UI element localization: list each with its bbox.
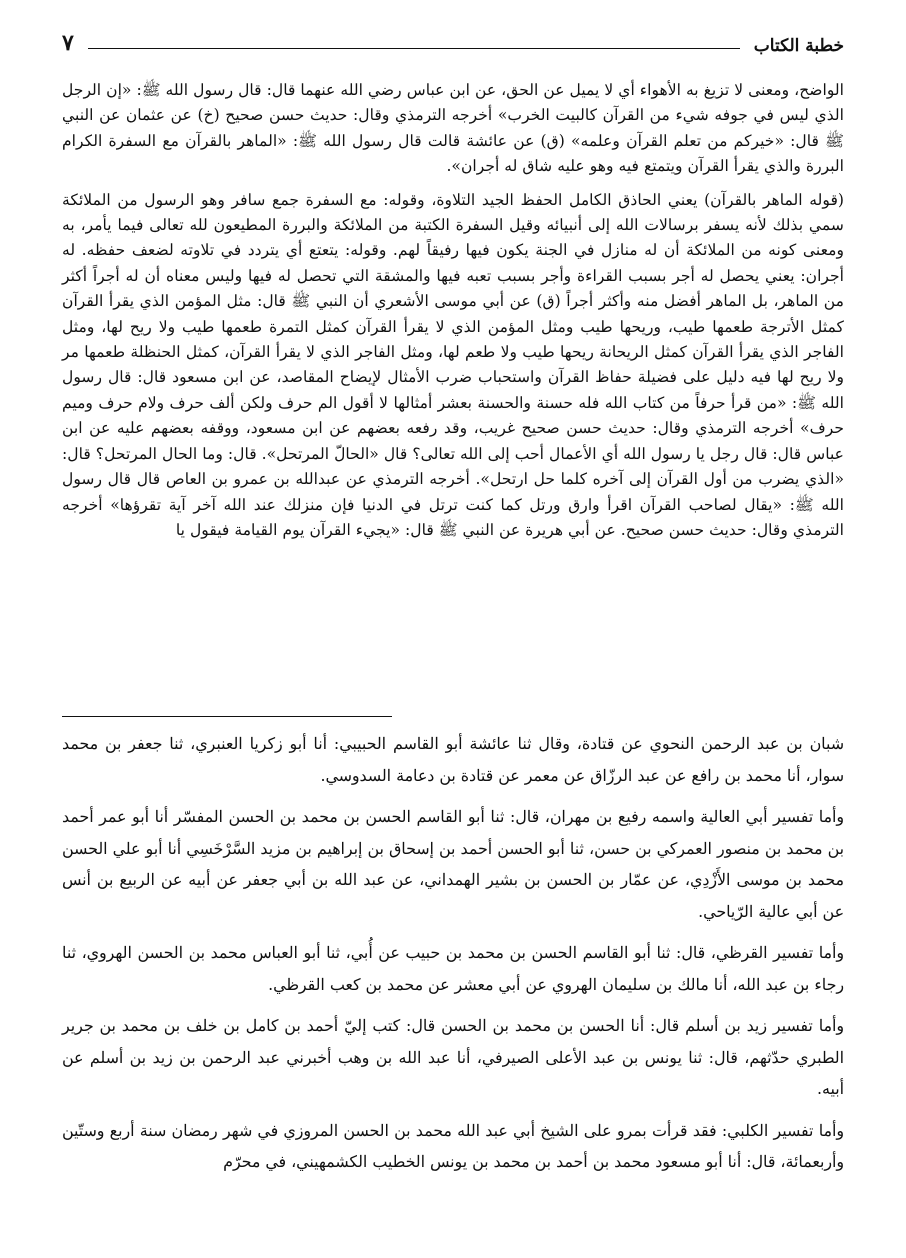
chapter-title: خطبة الكتاب [753,36,844,56]
footnotes [62,728,844,1178]
page-header [62,26,844,56]
main-text [62,78,844,551]
footnote-paragraph: وأما تفسير الكلبي: فقد قرأت بمرو على الشيخ أبي عبد الله محمد بن الحسن المروزي في شهر رمضان سنة أربع وستّين وأربعمائة، قال: أنا أبو مسعود محمد بن أحمد بن محمد بن يونس الخطيب الكشمهيني، في محرّم [62,1120,844,1171]
footnote-paragraph: وأما تفسير القرظي، قال: ثنا أبو القاسم الحسن بن محمد بن حبيب عن أُبي، ثنا أبو العباس محمد بن الحسن الهروي، ثنا رجاء بن عبد الله، أنا مالك بن سليمان الهروي عن أبي معشر عن محمد بن كعب القرظي. [62,943,844,994]
footnote-paragraph: وأما تفسير زيد بن أسلم قال: أنا الحسن بن محمد بن الحسن قال: كتب إليّ أحمد بن كامل بن خلف بن محمد بن جرير الطبري حدّثهم، قال: ثنا يونس بن عبد الأعلى الصيرفي، أنا عبد الله بن وهب أخبرني عبد الرحمن بن زيد بن أسلم عن أبيه. [62,1016,844,1098]
page-number: ٧ [62,30,74,56]
footnote-paragraph: وأما تفسير أبي العالية واسمه رفيع بن مهران، قال: ثنا أبو القاسم الحسن بن محمد بن الحسن المفسّر أنا أبو عمر أحمد بن محمد بن منصور العمركي بن حسن، ثنا أبو الحسن أحمد بن إسحاق بن إبراهيم بن مزيد السَّرْخَسِي أنا أبو علي الحسن محمد بن موسى الأَزْدِي، عن عمّار بن الحسن بن بشير الهمداني، عن عبد الله بن أبي جعفر عن أبيه عن الربيع بن أنس عن أبي عالية الرّياحي. [62,807,844,921]
main-paragraph: (قوله الماهر بالقرآن) يعني الحاذق الكامل الحفظ الجيد التلاوة، وقوله: مع السفرة جمع سافر وهو الرسول من الملائكة سمي بذلك لأنه يسفر برسالات الله إلى أنبيائه وقيل السفرة الكتبة من الملائكة والبررة المطيعون لله تعالى فيما يأمر، به ومعنى كونه من الملائكة أن له منازل في الجنة يكون فيها رفيقاً لهم. وقوله: يتعتع أي يتردد في تلاوته لضعف حفظه. له أجران: يعني يحصل له أجر بسبب القراءة وأجر بسبب تعبه فيها والمشقة التي تحصل له فيها وليس معناه أن له أجراً أكثر من الماهر، بل الماهر أفضل منه وأكثر أجراً (ق) عن أبي موسى الأشعري أن النبي ﷺ قال: مثل المؤمن الذي يقرأ القرآن كمثل الأترجة طعمها طيب، وريحها طيب ومثل المؤمن الذي لا يقرأ القرآن كمثل التمرة طعمها طيب ولا ريح لها، ومثل الفاجر الذي يقرأ القرآن كمثل الريحانة ريحها طيب ولا طعم لها، ومثل الفاجر الذي لا يقرأ القرآن، كمثل الحنظلة طعمها مر ولا ريح لها فيه دليل على فضيلة حفاظ القرآن واستحباب ضرب الأمثال لإيضاح المقاصد، عن ابن مسعود قال: قال رسول الله ﷺ: «من قرأ حرفاً من كتاب الله فله حسنة والحسنة بعشر أمثالها لا أقول الم حرف ولكن ألف حرف ولام حرف وميم حرف» أخرجه الترمذي وقال: حديث حسن صحيح غريب، وقد رفعه بعضهم عن ابن مسعود، ووقفه بعضهم عليه عن ابن عباس قال: قال رجل يا رسول الله أي الأعمال أحب إلى الله تعالى؟ قال «الحالّ المرتحل». قال: وما الحال المرتحل؟ قال: «الذي يضرب من أول القرآن إلى آخره كلما حل ارتحل». أخرجه الترمذي عن عبدالله بن عمرو بن العاص قال قال رسول الله ﷺ: «يقال لصاحب القرآن اقرأ وارق ورتل كما كنت ترتل في الدنيا فإن منزلك عند الله آخر آية تقرؤها» أخرجه الترمذي وقال: حديث حسن صحيح. عن أبي هريرة عن النبي ﷺ قال: «يجيء القرآن يوم القيامة فيقول يا [62,190,844,539]
footnote-paragraph: شبان بن عبد الرحمن النحوي عن قتادة، وقال ثنا عائشة أبو القاسم الحبيبي: أنا أبو زكريا العنبري، ثنا جعفر بن محمد سوار، أنا محمد بن رافع عن عبد الرزّاق عن معمر عن قتادة بن دعامة السدوسي. [62,734,844,785]
header-rule [88,48,740,49]
main-paragraph: الواضح، ومعنى لا تزيغ به الأهواء أي لا يميل عن الحق، عن ابن عباس رضي الله عنهما قال: قال رسول الله ﷺ: «إن الرجل الذي ليس في جوفه شيء من القرآن كالبيت الخرب» أخرجه الترمذي وقال: حديث حسن صحيح (خ) عن عثمان عن النبي ﷺ قال: «خيركم من تعلم القرآن وعلمه» (ق) عن عائشة قالت قال رسول الله ﷺ: «الماهر بالقرآن مع السفرة الكرام البررة والذي يقرأ القرآن ويتمتع فيه وهو عليه شاق له أجران». [62,81,844,176]
footnote-divider [62,716,392,717]
